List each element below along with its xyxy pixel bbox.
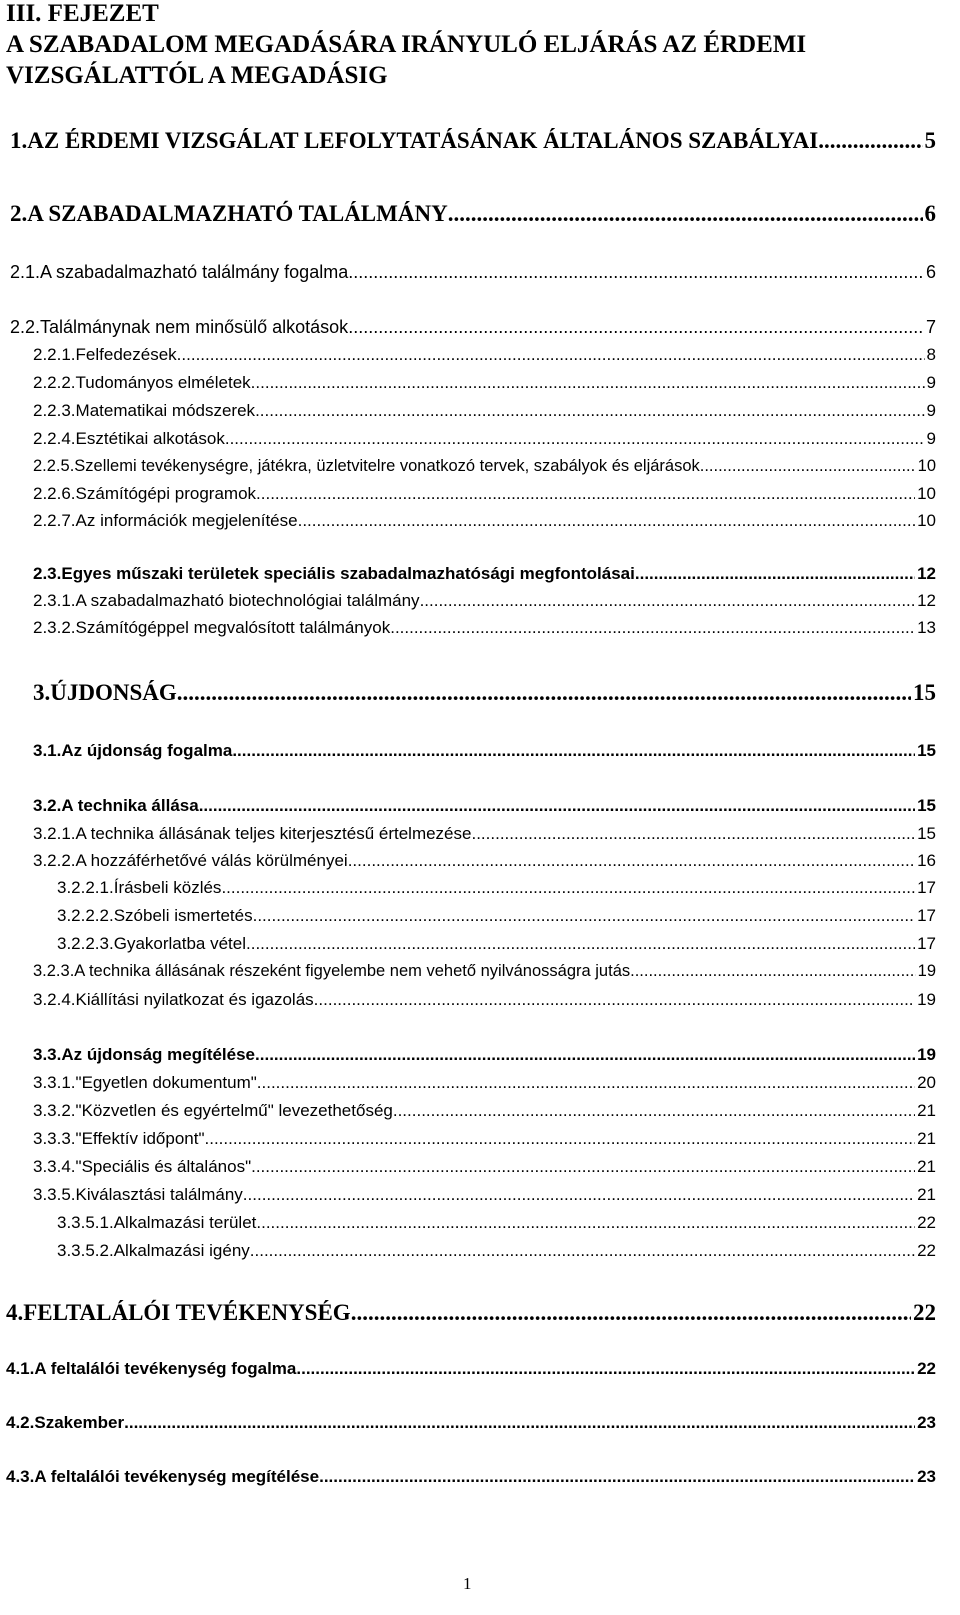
toc-entry-title: Felfedezések [75,345,177,364]
toc-entry-title: "Speciális és általános" [75,1157,252,1176]
toc-entry-title: Alkalmazási terület [113,1213,257,1232]
toc-entry-title: A szabadalmazható találmány fogalma [40,262,349,282]
toc-entry-number: 3.2.3. [33,962,75,980]
toc-leader-dots [635,564,915,584]
toc-entry[interactable] [6,1300,936,1326]
toc-leader-dots [243,1185,915,1205]
toc-leader-dots [256,484,915,504]
toc-entry-number: 3.3. [33,1045,62,1064]
toc-entry-number: 3.2. [33,796,62,815]
toc-entry-title: Szellemi tevékenységre, játékra, üzletvitelre vonatkozó tervek, szabályok és eljárások [74,457,700,475]
toc-entry-page: 16 [917,851,936,870]
toc-entry-page: 10 [917,484,936,503]
toc-entry-title: A hozzáférhetővé válás körülményei [75,851,348,870]
toc-entry[interactable] [33,680,936,706]
toc-entry-page: 5 [924,128,936,153]
toc-leader-dots [298,511,915,531]
toc-leader-dots [246,934,915,954]
toc-entry[interactable] [6,1413,936,1433]
toc-entry-page: 12 [917,591,936,610]
toc-entry-title: Szóbeli ismertetés [113,906,253,925]
toc-entry[interactable] [10,262,936,283]
toc-leader-dots [225,429,925,449]
toc-leader-dots [471,824,915,844]
toc-entry-title: ÚJDONSÁG [50,680,177,705]
toc-leader-dots [630,962,916,981]
toc-entry-title: A feltalálói tevékenység fogalma [34,1359,297,1378]
toc-entry-page: 9 [926,373,936,392]
toc-entry-page: 8 [926,345,936,364]
toc-leader-dots [251,1157,915,1177]
toc-entry-page: 15 [917,796,936,815]
toc-entry-number: 2.3. [33,564,62,583]
toc-entry-title: AZ ÉRDEMI VIZSGÁLAT LEFOLYTATÁSÁNAK ÁLTALÁNOS SZABÁLYAI [27,128,819,153]
toc-entry-title: Az információk megjelenítése [75,511,298,530]
toc-entry-title: A SZABADALMAZHATÓ TALÁLMÁNY [27,201,448,226]
toc-entry-title: Kiállítási nyilatkozat és igazolás [75,990,314,1009]
toc-entry-number: 2.3.1. [33,591,76,610]
toc-entry-page: 17 [917,878,936,897]
toc-entry-number: 3.2.2.2. [57,906,114,925]
toc-entry[interactable] [33,1101,936,1121]
toc-leader-dots [256,1213,915,1233]
toc-entry-title: Találmánynak nem minősülő alkotások [40,317,349,337]
toc-entry-page: 12 [917,564,936,583]
toc-entry-number: 3.3.1. [33,1073,76,1092]
toc-entry-page: 22 [917,1241,936,1260]
toc-entry-number: 3.2.2. [33,851,76,870]
toc-entry-page: 21 [917,1101,936,1120]
toc-entry-page: 22 [917,1359,936,1378]
toc-leader-dots [348,262,924,283]
toc-leader-dots [348,317,924,338]
toc-entry[interactable] [33,741,936,761]
toc-leader-dots [124,1413,915,1433]
toc-entry-page: 19 [917,990,936,1009]
toc-leader-dots [251,373,925,393]
toc-entry-title: "Effektív időpont" [75,1129,205,1148]
toc-entry-page: 6 [924,201,936,226]
toc-entry-page: 17 [917,934,936,953]
toc-entry-page: 23 [917,1413,936,1432]
toc-entry[interactable] [57,934,936,954]
toc-entry-title: A technika állásának részeként figyelembe nem vehető nyilvánosságra jutás [74,962,631,980]
toc-entry-page: 9 [926,429,936,448]
toc-entry-number: 3.1. [33,741,62,760]
toc-entry-title: Matematikai módszerek [75,401,256,420]
toc-entry[interactable] [33,962,936,981]
toc-entry[interactable] [33,1185,936,1205]
toc-entry-page: 7 [925,317,936,337]
toc-entry-title: "Közvetlen és egyértelmű" levezethetőség [75,1101,393,1120]
toc-entry-number: 3.2.1. [33,824,76,843]
toc-entry[interactable] [33,990,936,1010]
toc-entry-number: 4.2. [6,1413,35,1432]
toc-leader-dots [177,680,911,706]
toc-entry[interactable] [57,878,936,898]
toc-entry-title: A technika állásának teljes kiterjesztésű értelmezése [75,824,472,843]
toc-entry-number: 4. [6,1300,24,1325]
toc-entry[interactable] [57,1241,936,1261]
toc-entry-number: 3.2.4. [33,990,76,1009]
toc-entry-number: 2.2.2. [33,373,76,392]
toc-entry[interactable] [33,457,936,476]
toc-entry[interactable] [6,1359,936,1379]
toc-entry-title: Számítógéppel megvalósított találmányok [75,618,391,637]
toc-leader-dots [199,796,915,816]
toc-entry-number: 2.2. [10,317,41,337]
toc-leader-dots [314,990,915,1010]
toc-entry[interactable] [33,796,936,816]
toc-entry[interactable] [10,201,936,227]
toc-entry-title: Gyakorlatba vétel [113,934,247,953]
toc-entry-title: Az újdonság fogalma [61,741,233,760]
toc-entry[interactable] [33,373,936,393]
toc-entry[interactable] [33,564,936,584]
toc-entry-page: 19 [917,962,936,980]
toc-entry-number: 2.2.7. [33,511,76,530]
toc-entry-number: 3.2.2.1. [57,878,114,897]
toc-entry[interactable] [33,824,936,844]
toc-entry-page: 22 [913,1300,936,1325]
toc-entry-page: 21 [917,1129,936,1148]
chapter-number: III. FEJEZET [6,0,159,27]
toc-entry-number: 3.3.5.2. [57,1241,114,1260]
toc-entry-page: 21 [917,1157,936,1176]
toc-entry-title: Alkalmazási igény [113,1241,250,1260]
toc-entry-number: 2.2.4. [33,429,76,448]
toc-entry[interactable] [33,591,936,611]
toc-entry-title: Írásbeli közlés [113,878,222,897]
chapter-title-line-2: VIZSGÁLATTÓL A MEGADÁSIG [6,62,388,89]
toc-entry-title: A feltalálói tevékenység megítélése [34,1467,320,1486]
toc-entry-page: 19 [917,1045,936,1064]
toc-leader-dots [177,345,925,365]
toc-entry-number: 3.3.4. [33,1157,76,1176]
toc-entry-number: 3.3.2. [33,1101,76,1120]
toc-entry-number: 1. [10,128,28,153]
toc-entry-title: Számítógépi programok [75,484,257,503]
toc-entry-title: A szabadalmazható biotechnológiai találmány [75,591,420,610]
toc-entry-title: Esztétikai alkotások [75,429,225,448]
toc-entry[interactable] [10,317,936,338]
toc-entry-page: 13 [917,618,936,637]
toc-entry-number: 3.3.5.1. [57,1213,114,1232]
toc-entry-number: 2.2.3. [33,401,76,420]
toc-entry-page: 9 [926,401,936,420]
toc-entry-title: Tudományos elméletek [75,373,251,392]
toc-leader-dots [255,1045,915,1065]
toc-entry-number: 2.2.1. [33,345,76,364]
toc-entry[interactable] [33,1073,936,1093]
toc-entry[interactable] [33,484,936,504]
toc-entry-title: Egyes műszaki területek speciális szabadalmazhatósági megfontolásai [61,564,635,583]
toc-entry-title: Szakember [34,1413,125,1432]
toc-entry-number: 3.3.3. [33,1129,76,1148]
toc-entry-number: 3.2.2.3. [57,934,114,953]
toc-entry[interactable] [6,1467,936,1487]
chapter-heading [6,0,806,91]
toc-leader-dots [420,591,916,611]
toc-leader-dots [296,1359,915,1379]
toc-entry[interactable] [10,128,936,154]
toc-entry-number: 3. [33,680,51,705]
toc-entry-page: 15 [917,741,936,760]
page-number: 1 [463,1574,472,1593]
toc-entry-title: "Egyetlen dokumentum" [75,1073,257,1092]
toc-entry-title: A technika állása [61,796,199,815]
toc-leader-dots [257,1073,915,1093]
toc-entry[interactable] [57,1213,936,1233]
toc-leader-dots [253,906,915,926]
toc-leader-dots [818,128,922,154]
toc-entry[interactable] [33,401,936,421]
toc-entry-page: 15 [917,824,936,843]
toc-leader-dots [390,618,915,638]
toc-entry-title: FELTALÁLÓI TEVÉKENYSÉG [23,1300,351,1325]
toc-entry-number: 2.2.6. [33,484,76,503]
toc-entry-page: 10 [917,511,936,530]
toc-entry-number: 4.1. [6,1359,35,1378]
toc-leader-dots [351,1300,911,1326]
toc-entry-number: 4.3. [6,1467,35,1486]
toc-entry-number: 2.3.2. [33,618,76,637]
chapter-title-line-1: A SZABADALOM MEGADÁSÁRA IRÁNYULÓ ELJÁRÁS AZ ÉRDEMI [6,31,807,58]
toc-entry-page: 15 [913,680,936,705]
toc-leader-dots [205,1129,916,1149]
toc-entry-page: 23 [917,1467,936,1486]
toc-leader-dots [255,401,924,421]
toc-leader-dots [250,1241,915,1261]
toc-entry[interactable] [33,1129,936,1149]
toc-leader-dots [232,741,915,761]
toc-entry[interactable] [33,1157,936,1177]
toc-leader-dots [393,1101,915,1121]
toc-leader-dots [700,457,916,476]
toc-entry[interactable] [33,618,936,638]
toc-entry-title: Kiválasztási találmány [75,1185,243,1204]
toc-entry-page: 17 [917,906,936,925]
toc-entry-number: 2. [10,201,28,226]
toc-entry-page: 6 [925,262,936,282]
toc-entry[interactable] [33,429,936,449]
toc-entry-page: 22 [917,1213,936,1232]
toc-leader-dots [348,851,915,871]
toc-entry-page: 21 [917,1185,936,1204]
toc-entry-page: 20 [917,1073,936,1092]
toc-leader-dots [448,201,923,227]
toc-leader-dots [221,878,915,898]
toc-entry[interactable] [33,511,936,531]
toc-entry-title: Az újdonság megítélése [61,1045,256,1064]
toc-entry-number: 2.2.5. [33,457,75,475]
toc-entry[interactable] [57,906,936,926]
toc-entry[interactable] [33,345,936,365]
toc-entry[interactable] [33,1045,936,1065]
toc-entry[interactable] [33,851,936,871]
toc-entry-number: 2.1. [10,262,41,282]
toc-leader-dots [319,1467,915,1487]
toc-entry-page: 10 [917,457,936,475]
toc-entry-number: 3.3.5. [33,1185,76,1204]
